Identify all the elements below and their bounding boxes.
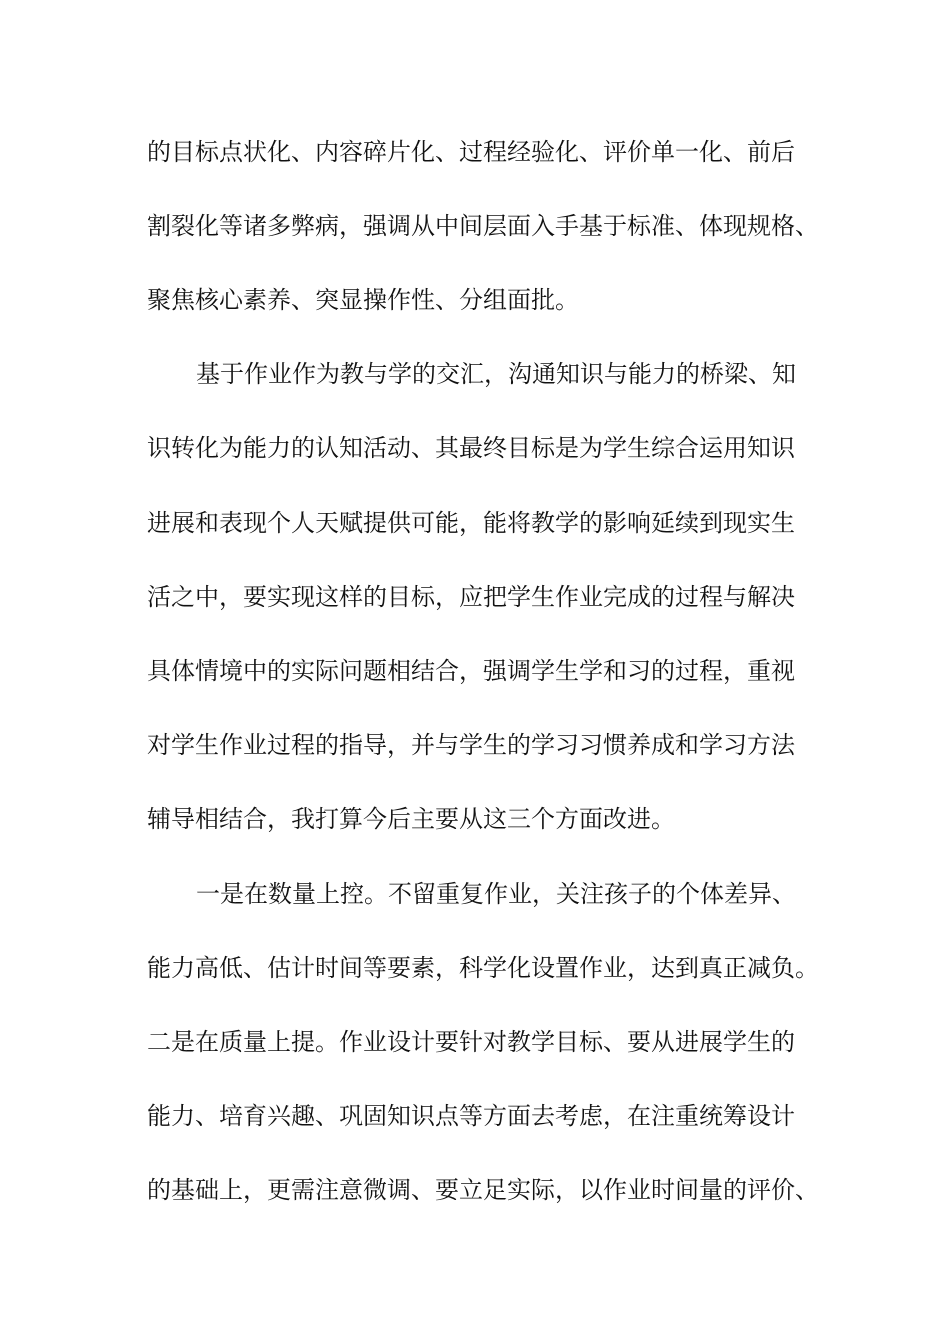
text-line: 识转化为能力的认知活动、其最终目标是为学生综合运用知识 [147, 434, 795, 462]
text-line: 的目标点状化、内容碎片化、过程经验化、评价单一化、前后 [147, 138, 795, 166]
text-line: 辅导相结合，我打算今后主要从这三个方面改进。 [147, 805, 675, 833]
text-line: 对学生作业过程的指导，并与学生的学习习惯养成和学习方法 [147, 731, 795, 759]
text-line: 聚焦核心素养、突显操作性、分组面批。 [147, 286, 579, 314]
text-line: 能力、培育兴趣、巩固知识点等方面去考虑，在注重统筹设计 [147, 1102, 795, 1130]
text-line: 二是在质量上提。作业设计要针对教学目标、要从进展学生的 [147, 1028, 795, 1056]
paragraph-start-line: 一是在数量上控。不留重复作业，关注孩子的个体差异、 [196, 880, 796, 908]
text-line: 割裂化等诸多弊病，强调从中间层面入手基于标准、体现规格、 [147, 212, 819, 240]
text-line: 的基础上，更需注意微调、要立足实际，以作业时间量的评价、 [147, 1176, 819, 1204]
text-line: 进展和表现个人天赋提供可能，能将教学的影响延续到现实生 [147, 509, 795, 537]
text-line: 具体情境中的实际问题相结合，强调学生学和习的过程，重视 [147, 657, 795, 685]
text-line: 能力高低、估计时间等要素，科学化设置作业，达到真正减负。 [147, 954, 819, 982]
text-line: 活之中，要实现这样的目标，应把学生作业完成的过程与解决 [147, 583, 795, 611]
paragraph-start-line: 基于作业作为教与学的交汇，沟通知识与能力的桥梁、知 [196, 360, 796, 388]
